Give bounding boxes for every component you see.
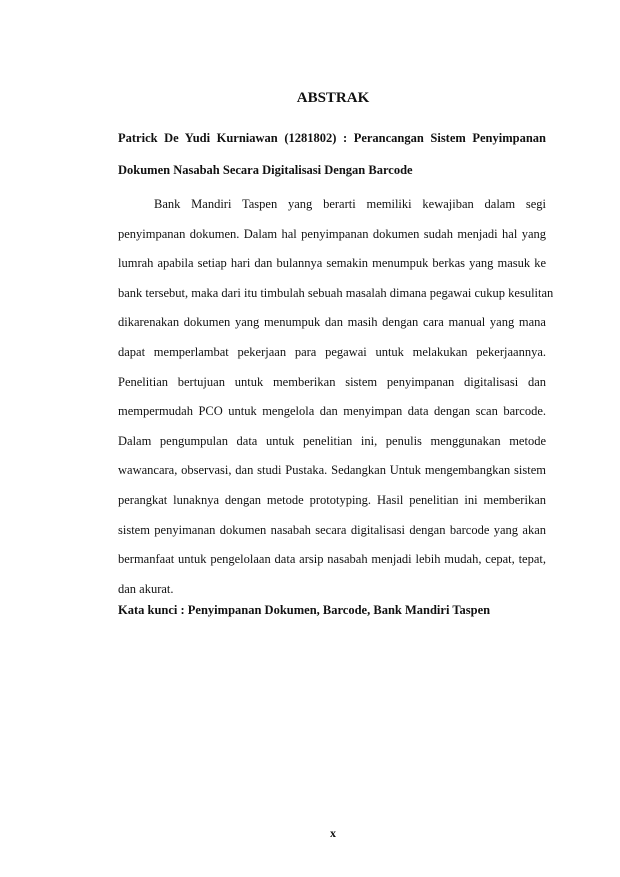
abstract-line: dikarenakan dokumen yang menumpuk dan masih dengan cara manual yang mana [118, 315, 546, 330]
page-number: x [330, 826, 336, 840]
abstract-line: penyimpanan dokumen. Dalam hal penyimpanan dokumen sudah menjadi hal yang [118, 226, 546, 241]
abstract-line: dapat memperlambat pekerjaan para pegawai untuk melakukan pekerjaannya. [118, 344, 546, 359]
page-title: ABSTRAK [296, 90, 370, 106]
author-title-block [118, 128, 546, 192]
abstract-line: bank tersebut, maka dari itu timbulah sebuah masalah dimana pegawai cukup kesulitan [118, 285, 554, 300]
abstract-body [118, 194, 554, 608]
abstract-line: Bank Mandiri Taspen yang berarti memiliki kewajiban dalam segi [154, 197, 546, 211]
abstract-line: lumrah apabila setiap hari dan bulannya semakin menumpuk berkas yang masuk ke [118, 256, 546, 271]
abstract-line: dan akurat. [118, 581, 174, 596]
keywords-line: Kata kunci : Penyimpanan Dokumen, Barcode, Bank Mandiri Taspen [118, 603, 491, 617]
abstract-line: bermanfaat untuk pengelolaan data arsip nasabah menjadi lebih mudah, cepat, tepat, [118, 552, 546, 567]
abstract-line: perangkat lunaknya dengan metode prototyping. Hasil penelitian ini memberikan [118, 492, 546, 507]
abstract-line: sistem penyimanan dokumen nasabah secara digitalisasi dengan barcode yang akan [118, 522, 546, 537]
abstract-line: mempermudah PCO untuk mengelola dan menyimpan data dengan scan barcode. [118, 404, 546, 419]
abstract-line: Penelitian bertujuan untuk memberikan sistem penyimpanan digitalisasi dan [118, 374, 546, 389]
abstract-line: wawancara, observasi, dan studi Pustaka. Sedangkan Untuk mengembangkan sistem [118, 463, 546, 478]
author-line-2: Dokumen Nasabah Secara Digitalisasi Dengan Barcode [118, 163, 413, 177]
author-line-1: Patrick De Yudi Kurniawan (1281802) : Perancangan Sistem Penyimpanan [118, 131, 546, 145]
abstract-line: Dalam pengumpulan data untuk penelitian ini, penulis menggunakan metode [118, 433, 546, 448]
